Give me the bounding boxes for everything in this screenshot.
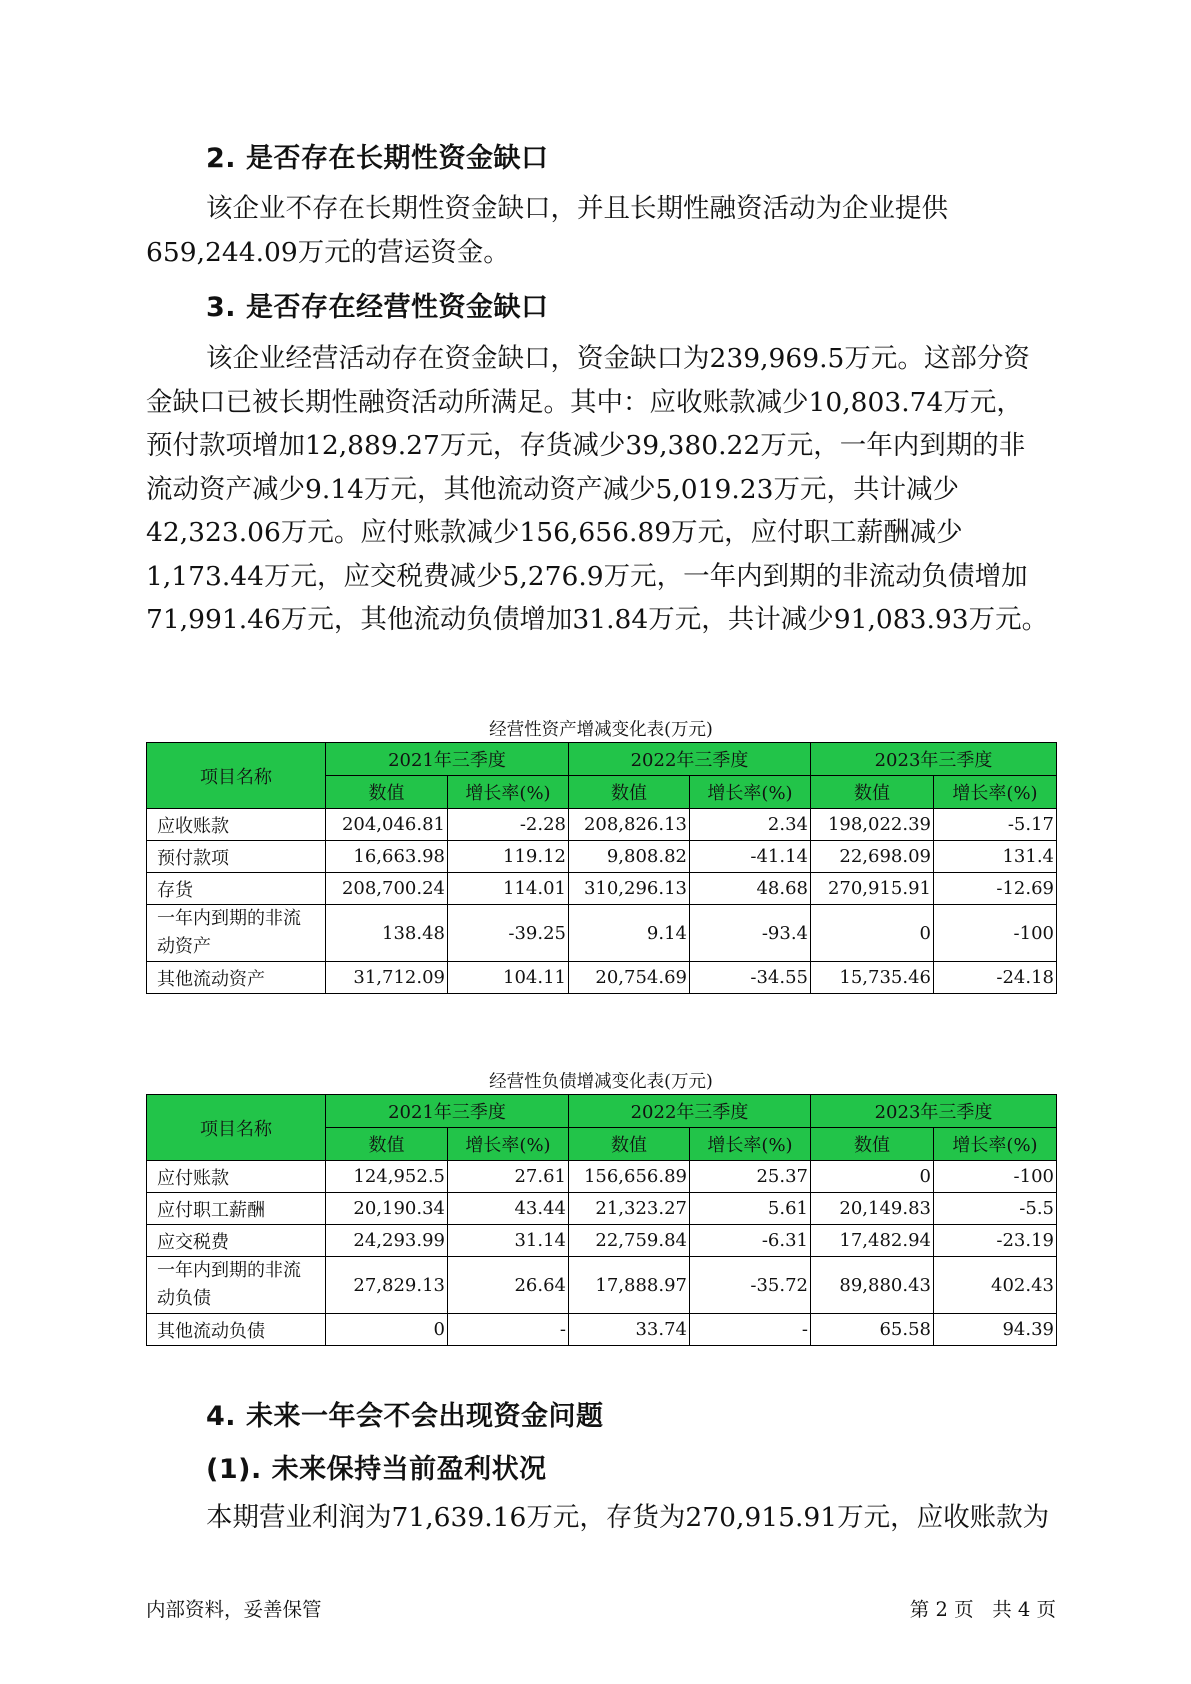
period-header: 2021年三季度 [326,1095,569,1128]
row-name: 应收账款 [147,809,326,841]
row-name-line: 动负债 [157,1288,211,1309]
table-cell: 17,482.94 [811,1225,934,1257]
row-name: 其他流动负债 [147,1314,326,1346]
table-row [147,873,1057,905]
table-cell: 31.14 [448,1225,569,1257]
table-cell: 138.48 [326,905,448,962]
section-4-heading: 4. 未来一年会不会出现资金问题 [206,1401,604,1432]
table-cell: 208,826.13 [569,809,690,841]
table-cell: -41.14 [690,841,811,873]
value-subheader: 数值 [811,1128,934,1161]
section-3-heading: 3. 是否存在经营性资金缺口 [206,292,549,323]
item-name-header: 项目名称 [147,1095,326,1161]
table-cell: 48.68 [690,873,811,905]
paragraph-line: 该企业不存在长期性资金缺口，并且长期性融资活动为企业提供 [206,193,948,224]
paragraph-line: 1,173.44万元，应交税费减少5,276.9万元，一年内到期的非流动负债增加 [146,560,1028,592]
table-row [147,1257,1057,1314]
table-row [147,1314,1057,1346]
growth-subheader: 增长率(%) [448,1128,569,1161]
table-cell: 402.43 [934,1257,1057,1314]
footer-page-number: 第 2 页 共 4 页 [909,1598,1056,1621]
table-cell: 65.58 [811,1314,934,1346]
table-cell: -34.55 [690,962,811,994]
growth-subheader: 增长率(%) [934,1128,1057,1161]
table-row [147,809,1057,841]
value-subheader: 数值 [811,776,934,809]
table-cell: -23.19 [934,1225,1057,1257]
value-subheader: 数值 [326,776,448,809]
table-cell: 0 [811,905,934,962]
table-cell: -5.17 [934,809,1057,841]
table-cell: 198,022.39 [811,809,934,841]
table-cell: -35.72 [690,1257,811,1314]
table-cell: 119.12 [448,841,569,873]
section-2-heading: 2. 是否存在长期性资金缺口 [206,143,549,174]
table-cell: -12.69 [934,873,1057,905]
row-name: 预付款项 [147,841,326,873]
table-cell: 43.44 [448,1193,569,1225]
paragraph-line: 流动资产减少9.14万元，其他流动资产减少5,019.23万元，共计减少 [146,473,960,505]
table-row [147,1225,1057,1257]
table-cell: -24.18 [934,962,1057,994]
table-cell: 26.64 [448,1257,569,1314]
table-cell: 9,808.82 [569,841,690,873]
section-4-paragraph [146,1496,1056,1540]
table-cell: 0 [811,1161,934,1193]
table-cell: - [690,1314,811,1346]
row-name: 应交税费 [147,1225,326,1257]
paragraph-line: 金缺口已被长期性融资活动所满足。其中：应收账款减少10,803.74万元， [146,386,1023,418]
row-name: 应付职工薪酬 [147,1193,326,1225]
table-cell: 114.01 [448,873,569,905]
table-cell: -93.4 [690,905,811,962]
table-cell: 27.61 [448,1161,569,1193]
table-cell: 31,712.09 [326,962,448,994]
table-cell: 9.14 [569,905,690,962]
growth-subheader: 增长率(%) [934,776,1057,809]
table-cell: -100 [934,905,1057,962]
growth-subheader: 增长率(%) [448,776,569,809]
table-cell: 22,759.84 [569,1225,690,1257]
row-name: 应付账款 [147,1161,326,1193]
growth-subheader: 增长率(%) [690,776,811,809]
period-header: 2021年三季度 [326,743,569,776]
liabilities-table-caption: 经营性负债增减变化表(万元) [489,1072,713,1092]
row-name [147,1257,326,1314]
row-name-line: 一年内到期的非流 [157,908,301,929]
assets-table [146,742,1057,994]
table-row [147,1193,1057,1225]
table-cell: 94.39 [934,1314,1057,1346]
table-cell: 131.4 [934,841,1057,873]
table-cell: 204,046.81 [326,809,448,841]
table-row [147,1161,1057,1193]
item-name-header: 项目名称 [147,743,326,809]
table-cell: 25.37 [690,1161,811,1193]
table-cell: 89,880.43 [811,1257,934,1314]
period-header: 2023年三季度 [811,1095,1057,1128]
period-header: 2023年三季度 [811,743,1057,776]
table-cell: 2.34 [690,809,811,841]
table-cell: -5.5 [934,1193,1057,1225]
table-cell: 17,888.97 [569,1257,690,1314]
section-4-subheading: (1). 未来保持当前盈利状况 [206,1454,547,1485]
table-cell: 27,829.13 [326,1257,448,1314]
paragraph-line: 42,323.06万元。应付账款减少156,656.89万元，应付职工薪酬减少 [146,517,963,548]
table-cell: -100 [934,1161,1057,1193]
table-row [147,905,1057,962]
row-name-line: 动资产 [157,936,211,957]
liabilities-table [146,1094,1057,1346]
footer-confidential-note: 内部资料，妥善保管 [146,1598,322,1621]
table-cell: 104.11 [448,962,569,994]
table-cell: 24,293.99 [326,1225,448,1257]
table-cell: 15,735.46 [811,962,934,994]
table-cell: 0 [326,1314,448,1346]
table-cell: 310,296.13 [569,873,690,905]
paragraph-line: 71,991.46万元，其他流动负债增加31.84万元，共计减少91,083.93万元。 [146,604,1049,635]
row-name-line: 一年内到期的非流 [157,1260,301,1281]
table-cell: 124,952.5 [326,1161,448,1193]
value-subheader: 数值 [569,776,690,809]
table-cell: 20,754.69 [569,962,690,994]
table-cell: 33.74 [569,1314,690,1346]
paragraph-line: 本期营业利润为71,639.16万元，存货为270,915.91万元，应收账款为 [206,1502,1050,1533]
paragraph-line: 预付款项增加12,889.27万元，存货减少39,380.22万元，一年内到期的非 [146,430,1026,461]
table-row [147,841,1057,873]
table-cell: 20,149.83 [811,1193,934,1225]
period-header: 2022年三季度 [569,1095,811,1128]
value-subheader: 数值 [326,1128,448,1161]
table-cell: -39.25 [448,905,569,962]
growth-subheader: 增长率(%) [690,1128,811,1161]
table-cell: 208,700.24 [326,873,448,905]
table-row [147,962,1057,994]
table-cell: -6.31 [690,1225,811,1257]
table-cell: 20,190.34 [326,1193,448,1225]
paragraph-line: 659,244.09万元的营运资金。 [146,236,510,268]
table-cell: - [448,1314,569,1346]
table-cell: 16,663.98 [326,841,448,873]
section-2-paragraph [146,187,1056,274]
row-name: 存货 [147,873,326,905]
table-cell: -2.28 [448,809,569,841]
section-3-paragraph [146,337,1056,642]
paragraph-line: 该企业经营活动存在资金缺口，资金缺口为239,969.5万元。这部分资 [206,343,1030,374]
row-name: 其他流动资产 [147,962,326,994]
table-cell: 22,698.09 [811,841,934,873]
row-name [147,905,326,962]
assets-table-caption: 经营性资产增减变化表(万元) [489,720,713,740]
table-cell: 5.61 [690,1193,811,1225]
table-cell: 270,915.91 [811,873,934,905]
value-subheader: 数值 [569,1128,690,1161]
period-header: 2022年三季度 [569,743,811,776]
table-cell: 156,656.89 [569,1161,690,1193]
table-cell: 21,323.27 [569,1193,690,1225]
